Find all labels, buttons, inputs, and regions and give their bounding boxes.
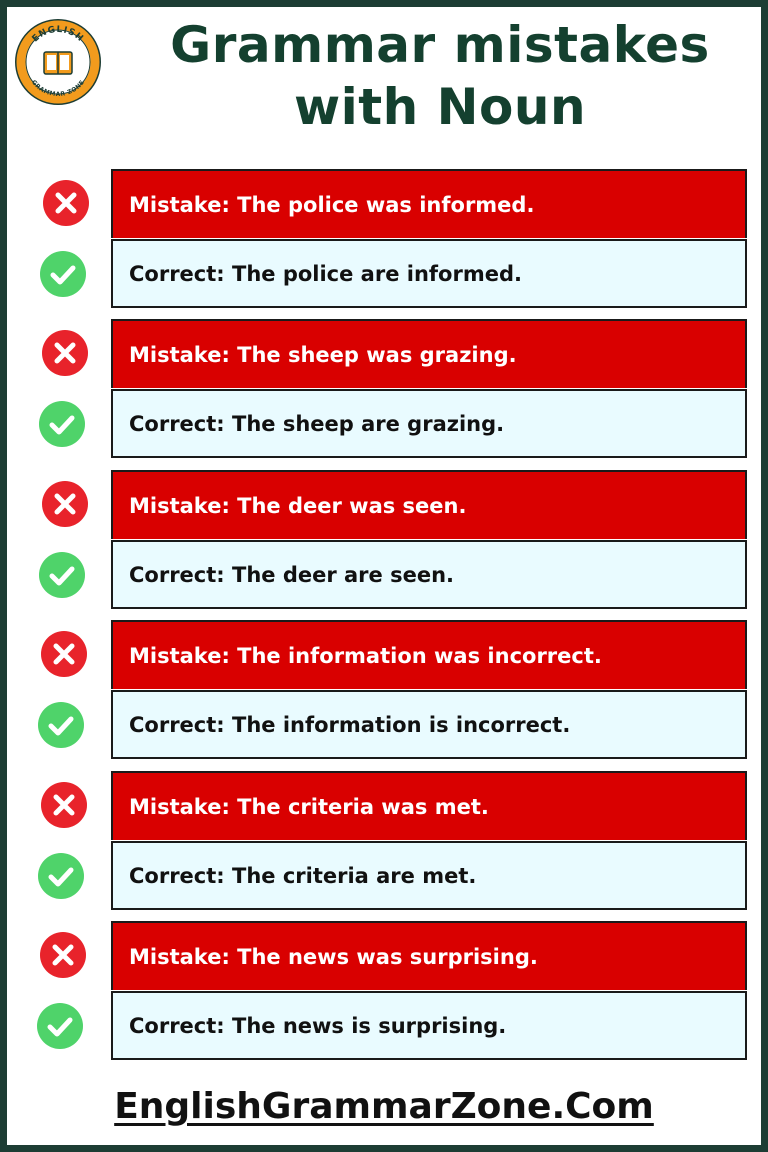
cross-icon	[40, 781, 88, 829]
cross-icon	[39, 931, 87, 979]
correct-box	[111, 991, 747, 1060]
mistake-text: Mistake: The news was surprising.	[129, 944, 538, 969]
title-line-1: Grammar mistakes	[170, 16, 710, 74]
check-icon	[36, 1002, 84, 1050]
mistake-text: Mistake: The police was informed.	[129, 192, 535, 217]
correct-text: Correct: The sheep are grazing.	[129, 411, 505, 436]
correct-text: Correct: The news is surprising.	[129, 1013, 507, 1038]
mistake-text: Mistake: The information was incorrect.	[129, 643, 602, 668]
check-icon	[37, 852, 85, 900]
mistake-box	[111, 771, 747, 840]
correct-box	[111, 239, 747, 308]
book-icon	[44, 52, 72, 74]
mistake-box	[111, 470, 747, 539]
mistake-text: Mistake: The sheep was grazing.	[129, 342, 517, 367]
logo-top-text: ENGLISH	[30, 24, 86, 45]
correct-box	[111, 690, 747, 759]
footer-website	[0, 1086, 768, 1127]
correct-box	[111, 540, 747, 609]
mistake-box	[111, 169, 747, 238]
correct-text: Correct: The criteria are met.	[129, 863, 477, 888]
page-title	[130, 14, 750, 138]
cross-icon	[41, 329, 89, 377]
correct-text: Correct: The deer are seen.	[129, 562, 454, 587]
correct-text: Correct: The information is incorrect.	[129, 712, 571, 737]
correct-box	[111, 389, 747, 458]
check-icon	[38, 400, 86, 448]
check-icon	[39, 250, 87, 298]
logo-bottom-text: GRAMMAR ZONE	[29, 78, 87, 99]
correct-text: Correct: The police are informed.	[129, 261, 522, 286]
mistake-text: Mistake: The criteria was met.	[129, 794, 489, 819]
cross-icon	[41, 480, 89, 528]
correct-box	[111, 841, 747, 910]
check-icon	[38, 551, 86, 599]
mistake-box	[111, 319, 747, 388]
check-icon	[37, 701, 85, 749]
mistake-box	[111, 921, 747, 990]
logo-badge	[14, 18, 102, 106]
cross-icon	[40, 630, 88, 678]
mistake-text: Mistake: The deer was seen.	[129, 493, 467, 518]
mistake-box	[111, 620, 747, 689]
cross-icon	[42, 179, 90, 227]
title-line-2: with Noun	[293, 78, 587, 136]
website-link[interactable]: EnglishGrammarZone.Com	[114, 1086, 654, 1127]
